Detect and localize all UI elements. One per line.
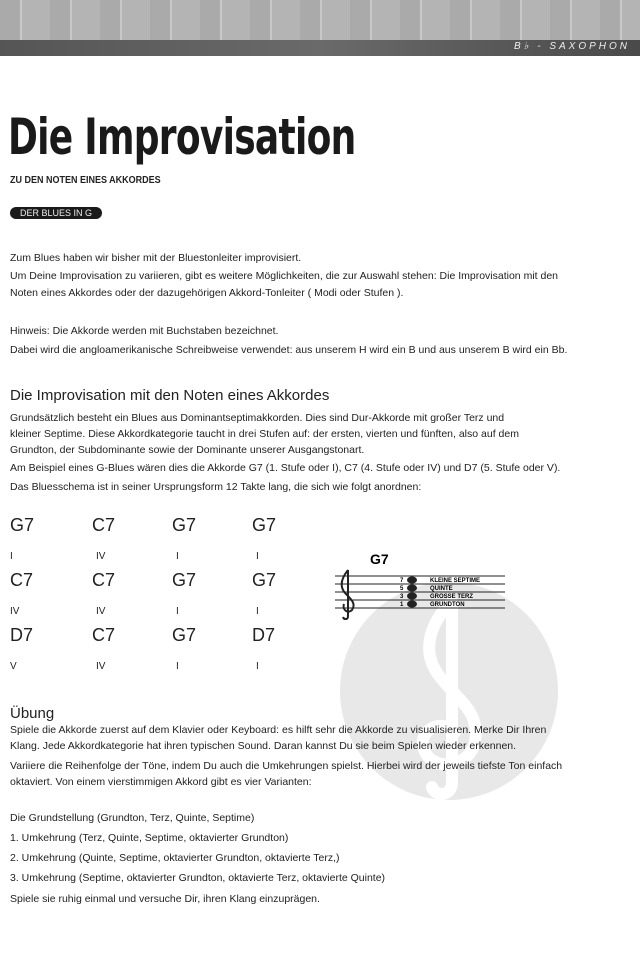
paragraph: kleiner Septime. Diese Akkordkategorie taucht in drei Stufen auf: der ersten, vierten und fünften, also auf dem (10, 428, 519, 440)
figure-chord: G7 (370, 551, 389, 567)
paragraph: Grundton, der Subdominante sowie der Dominante unserer Ausgangstonart. (10, 444, 365, 456)
paragraph: Variiere die Reihenfolge der Töne, indem Du auch die Umkehrungen spielst. Hierbei wird der jeweils tiefste Ton einfach (10, 760, 563, 772)
chord-symbol: G7 (172, 570, 197, 590)
chord-degree: V (10, 661, 17, 672)
paragraph: Noten eines Akkordes oder der dazugehörigen Akkord-Tonleiter ( Modi oder Stufen ). (10, 287, 404, 299)
section-heading: Die Improvisation mit den Noten eines Akkordes (10, 387, 330, 404)
list-item: Die Grundstellung (Grundton, Terz, Quinte, Septime) (10, 812, 255, 824)
chord-symbol: D7 (252, 625, 276, 645)
chord-degree: IV (96, 606, 106, 617)
page-title: Die Improvisation (8, 108, 356, 166)
paragraph: Dabei wird die angloamerikanische Schreibweise verwendet: aus unserem H wird ein B und aus unserem B wird ein Bb. (10, 344, 568, 356)
header-decoration (0, 0, 640, 40)
chord-symbol: G7 (10, 515, 35, 535)
paragraph: oktaviert. Von einem vierstimmigen Akkord gibt es vier Varianten: (10, 776, 312, 788)
paragraph: Spiele sie ruhig einmal und versuche Dir, ihren Klang einzuprägen. (10, 893, 320, 905)
page-subtitle: ZU DEN NOTEN EINES AKKORDES (10, 175, 161, 186)
chord-symbol: C7 (10, 570, 34, 590)
instrument-label: B♭ - SAXOPHON (514, 41, 630, 52)
chord-symbol: C7 (92, 570, 116, 590)
chord-symbol: G7 (252, 570, 277, 590)
chord-degree: IV (10, 606, 20, 617)
chord-degree: I (10, 551, 13, 562)
chord-degree: I (256, 551, 259, 562)
paragraph: Um Deine Improvisation zu variieren, gibt es weitere Möglichkeiten, die zur Auswahl stehen: Die Improvisation mit den (10, 270, 558, 282)
chord-symbol: G7 (252, 515, 277, 535)
chord-degree: I (176, 661, 179, 672)
section-heading: Übung (10, 705, 55, 722)
chord-figure (330, 550, 530, 620)
chord-symbol: C7 (92, 515, 116, 535)
treble-clef-icon (342, 570, 354, 619)
chord-degree: I (176, 551, 179, 562)
chord-degree: IV (96, 661, 106, 672)
interval-number: 3 (400, 594, 404, 600)
paragraph: Zum Blues haben wir bisher mit der Bluestonleiter improvisiert. (10, 252, 302, 264)
chord-symbol: D7 (10, 625, 34, 645)
list-item: 2. Umkehrung (Quinte, Septime, oktavierter Grundton, oktavierte Terz,) (10, 852, 340, 864)
interval-label: KLEINE SEPTIME (430, 578, 481, 584)
chord-symbol: G7 (172, 515, 197, 535)
interval-label: GROSSE TERZ (430, 594, 474, 600)
chord-symbol: C7 (92, 625, 116, 645)
list-item: 3. Umkehrung (Septime, oktavierter Grundton, oktavierte Terz, oktavierte Quinte) (10, 872, 386, 884)
chord-degree: IV (96, 551, 106, 562)
section-badge: DER BLUES IN G (10, 207, 102, 219)
interval-number: 7 (400, 578, 404, 584)
chord-degree: I (176, 606, 179, 617)
interval-label: QUINTE (430, 586, 453, 592)
interval-label: GRUNDTON (430, 602, 465, 608)
paragraph: Am Beispiel eines G-Blues wären dies die Akkorde G7 (1. Stufe oder I), C7 (4. Stufe oder IV) und D7 (5. Stufe oder V). (10, 462, 561, 474)
chord-degree: I (256, 606, 259, 617)
paragraph: Klang. Jede Akkordkategorie hat ihren typischen Sound. Daran kannst Du sie beim Spielen wieder erkennen. (10, 740, 517, 752)
paragraph: Grundsätzlich besteht ein Blues aus Dominantseptimakkorden. Dies sind Dur-Akkorde mit großer Terz und (10, 412, 505, 424)
chord-degree: I (256, 661, 259, 672)
interval-number: 1 (400, 602, 404, 608)
paragraph: Hinweis: Die Akkorde werden mit Buchstaben bezeichnet. (10, 325, 279, 337)
paragraph: Das Bluesschema ist in seiner Ursprungsform 12 Takte lang, die sich wie folgt anordnen: (10, 481, 422, 493)
list-item: 1. Umkehrung (Terz, Quinte, Septime, oktavierter Grundton) (10, 832, 289, 844)
interval-number: 5 (400, 586, 404, 592)
paragraph: Spiele die Akkorde zuerst auf dem Klavier oder Keyboard: es hilft sehr die Akkorde zu visualisieren. Merke Dir Ihren (10, 724, 547, 736)
chord-symbol: G7 (172, 625, 197, 645)
